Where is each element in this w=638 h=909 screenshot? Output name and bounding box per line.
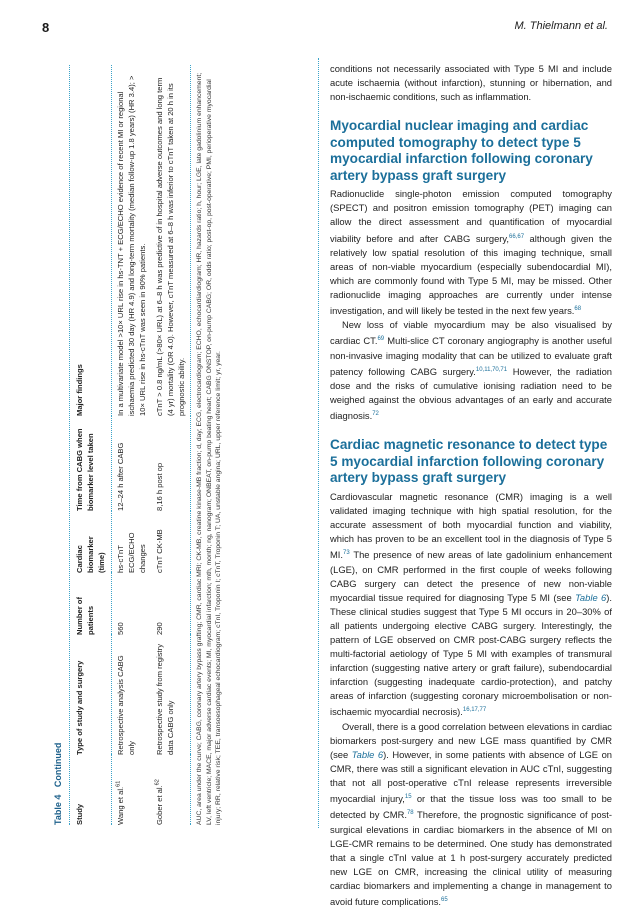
table-row xyxy=(112,65,152,825)
table-continued: Continued xyxy=(53,742,63,788)
patients-cell: 560 xyxy=(116,622,126,635)
section-heading-cmr: Cardiac magnetic resonance to detect type 5 myocardial infarction following coronary artery bypass graft surgery xyxy=(330,437,608,486)
paragraph: Overall, there is a good correlation between elevations in cardiac biomarkers post-surgery and new LGE mass quantified by CMR (see Table 6). However, in some patients with absence of LGE on CMR, there was still a significant elevation in AUC cTnI, suggesting that not all post-operative cTnI release represents irreversible myocardial injury,$^{15}$ or that the tissue loss was too small to be detected by CMR.$^{78}$ Therefore, the prognostic significance of post-surgical elevations in cardiac biomarkers in the absence of MI on LGE-CMR remains to be determined. One study has demonstrated that a single cTnI value at 1 h post-surgery accurately predicted new LGE on CMR, increasing the clinical utility of measuring cardiac biomarkers and implementing a change in management to avoid future complications.$^{65}$ xyxy=(330,720,612,908)
col-header: Major findings xyxy=(75,364,85,416)
col-header: Number of patients xyxy=(75,597,96,635)
paragraph: Radionuclide single-photon emission computed tomography (SPECT) and positron emission tomography (PET) imaging can allow the direct assessment and quantification of myocardial viability before and after CABG surgery,$^{66,67}$ although given the relatively low spatial resolution of this imaging technique, small areas of non-viable myocardium (especially subendocardial MI), which are commonly found with Type 5 MI, may be missed. Other radionuclide imaging approaches are currently under intense investigation, and will likely be tested in the next few years.$^{68}$ xyxy=(330,188,613,317)
table-footnote: AUC, area under the curve; CABG, coronary artery bypass grafting; CMR, cardiac MRI; CK-MB, creatine kinase-MB fraction; d, day; ECG, electrocardiogram; ECHO, echocardiardiogram; HR, hazards ratio; h, hour; LGE, late gadolinium enhancement; LV, left ventricle; MACE, major adverse cardiac events; MI, myocardial infarction; mth, month; ng, nanogram; ONBEAT, on-pump beating heart; CABG ONSTOP, on-pump CABG; OR, odds ratio; post-op, post-operative; PMI, perioperative myocardial injury; RR, relative risk; TEE, transoesophageal echocardiogram; cTnI, Troponin I; cTnT, Troponin T; UA, unstable angina; URL, upper reference limit; yr, year. xyxy=(196,72,223,825)
column-divider xyxy=(318,58,319,828)
type-cell: Retrospective study from registry data CABG only xyxy=(155,644,176,755)
rotated-table-block xyxy=(50,65,305,825)
table-label: Table 4 xyxy=(53,794,63,825)
type-cell: Retrospective analysis CABG only xyxy=(116,655,137,755)
table-link[interactable]: Table 6 xyxy=(575,591,607,603)
citation[interactable]: 78 xyxy=(406,810,414,817)
citation[interactable]: 69 xyxy=(377,336,385,343)
study-cell: Wang et al.$^{61}$ xyxy=(115,780,126,825)
col-header: Type of study and surgery xyxy=(75,660,85,755)
citation[interactable]: 65 xyxy=(441,897,448,904)
data-table xyxy=(70,65,191,825)
citation[interactable]: 68 xyxy=(574,306,582,313)
findings-cell: cTnT > 0.8 ng/mL (>80× URL) at 6–8 h was predictive of in hospital adverse outcomes and long term (4 yr) mortality (OR 4.0). However, cTnT measured at 6–8 h was inferior to cTnT taken at 20 h in its prognostic ability. xyxy=(155,77,187,416)
paragraph: Cardiovascular magnetic resonance (CMR) imaging is a well validated imaging technique with high spatial resolution, for the accurate assessment of both myocardial function and viability, which has proven to be an excellent tool in the diagnosis of Type 5 MI.$^{73}$ The presence of new areas of late gadolinium enhancement (LGE), on CMR performed in the first couple of weeks following CABG surgery can detect the presence of new non-viable myocardial tissue required for diagnosing Type 5 MI (see Table 6). These clinical studies suggest that Type 5 MI occurs in 20–30% of all patients undergoing elective CABG surgery. Interestingly, the pattern of LGE observed on CMR post-CABG surgery reflects the multi-factorial aetiology of Type 5 MI with examples of transmural infarction (suggesting native artery or graft failure), subendocardial infarction (suggesting inadequate cardio-protection), and patchy areas of infarction (suggesting coronary microembolisation or non-ischaemic myocardial necrosis).$^{16,17,77}$ xyxy=(330,490,612,718)
citation[interactable]: 16,17,77 xyxy=(462,707,487,714)
paragraph: New loss of viable myocardium may be also visualised by cardiac CT.$^{69}$ Multi-slice CT coronary angiography is another useful non-invasive imaging modality that can be utilized to evaluate graft patency following CABG surgery.$^{10,11,70,71}$ However, the radiation dose and the risks of cumulative ionising radiation need to be weighed against the obvious advantages of an early and accurate diagnosis.$^{72}$ xyxy=(330,319,612,422)
citation[interactable]: 10,11,70,71 xyxy=(475,366,508,373)
study-cell: Gober et al.$^{62}$ xyxy=(154,779,165,825)
col-header: Cardiac biomarker (time) xyxy=(75,536,107,573)
right-text-column xyxy=(330,62,612,909)
table-caption xyxy=(50,65,70,825)
time-cell: 12–24 h after CABG xyxy=(116,442,126,511)
time-cell: 8,16 h post op xyxy=(155,462,165,511)
section-heading-nuclear-ct: Myocardial nuclear imaging and cardiac computed tomography to detect type 5 myocardial infarction following coronary artery bypass graft surgery xyxy=(330,118,593,183)
table-link[interactable]: Table 6 xyxy=(351,748,384,760)
table-header-row xyxy=(70,65,112,825)
paragraph: conditions not necessarily associated with Type 5 MI and include acute ischaemia (without infarction), stunning or hibernation, and non-ischaemic conditions, such as inflammation. xyxy=(330,63,612,103)
citation[interactable]: 72 xyxy=(372,411,379,418)
citation[interactable]: 66,67 xyxy=(509,233,525,240)
biomarker-cell: cTnT CK-MB xyxy=(155,529,165,573)
running-header-author: M. Thielmann et al. xyxy=(514,20,608,32)
patients-cell: 290 xyxy=(155,622,165,635)
citation[interactable]: 73 xyxy=(343,550,350,557)
biomarker-cell: hs-cTnT ECG/ECHO changes xyxy=(116,532,148,573)
table-row xyxy=(151,65,191,825)
citation[interactable]: 15 xyxy=(404,794,412,801)
page-number: 8 xyxy=(42,20,50,35)
col-header: Time from CABG when biomarker level taken xyxy=(75,428,96,511)
col-header: Study xyxy=(75,803,85,825)
findings-cell: In a multivariate model >10× URL rise in hs-TNT + ECG/ECHO evidence of recent MI or regional ischaemia predicted 30 day (HR 4.9) and long-term mortality (median follow-up 1.8 years) (HR 3.4); > 10× URL rise in hs-cTnT was seen in 90% patients. xyxy=(116,75,148,416)
